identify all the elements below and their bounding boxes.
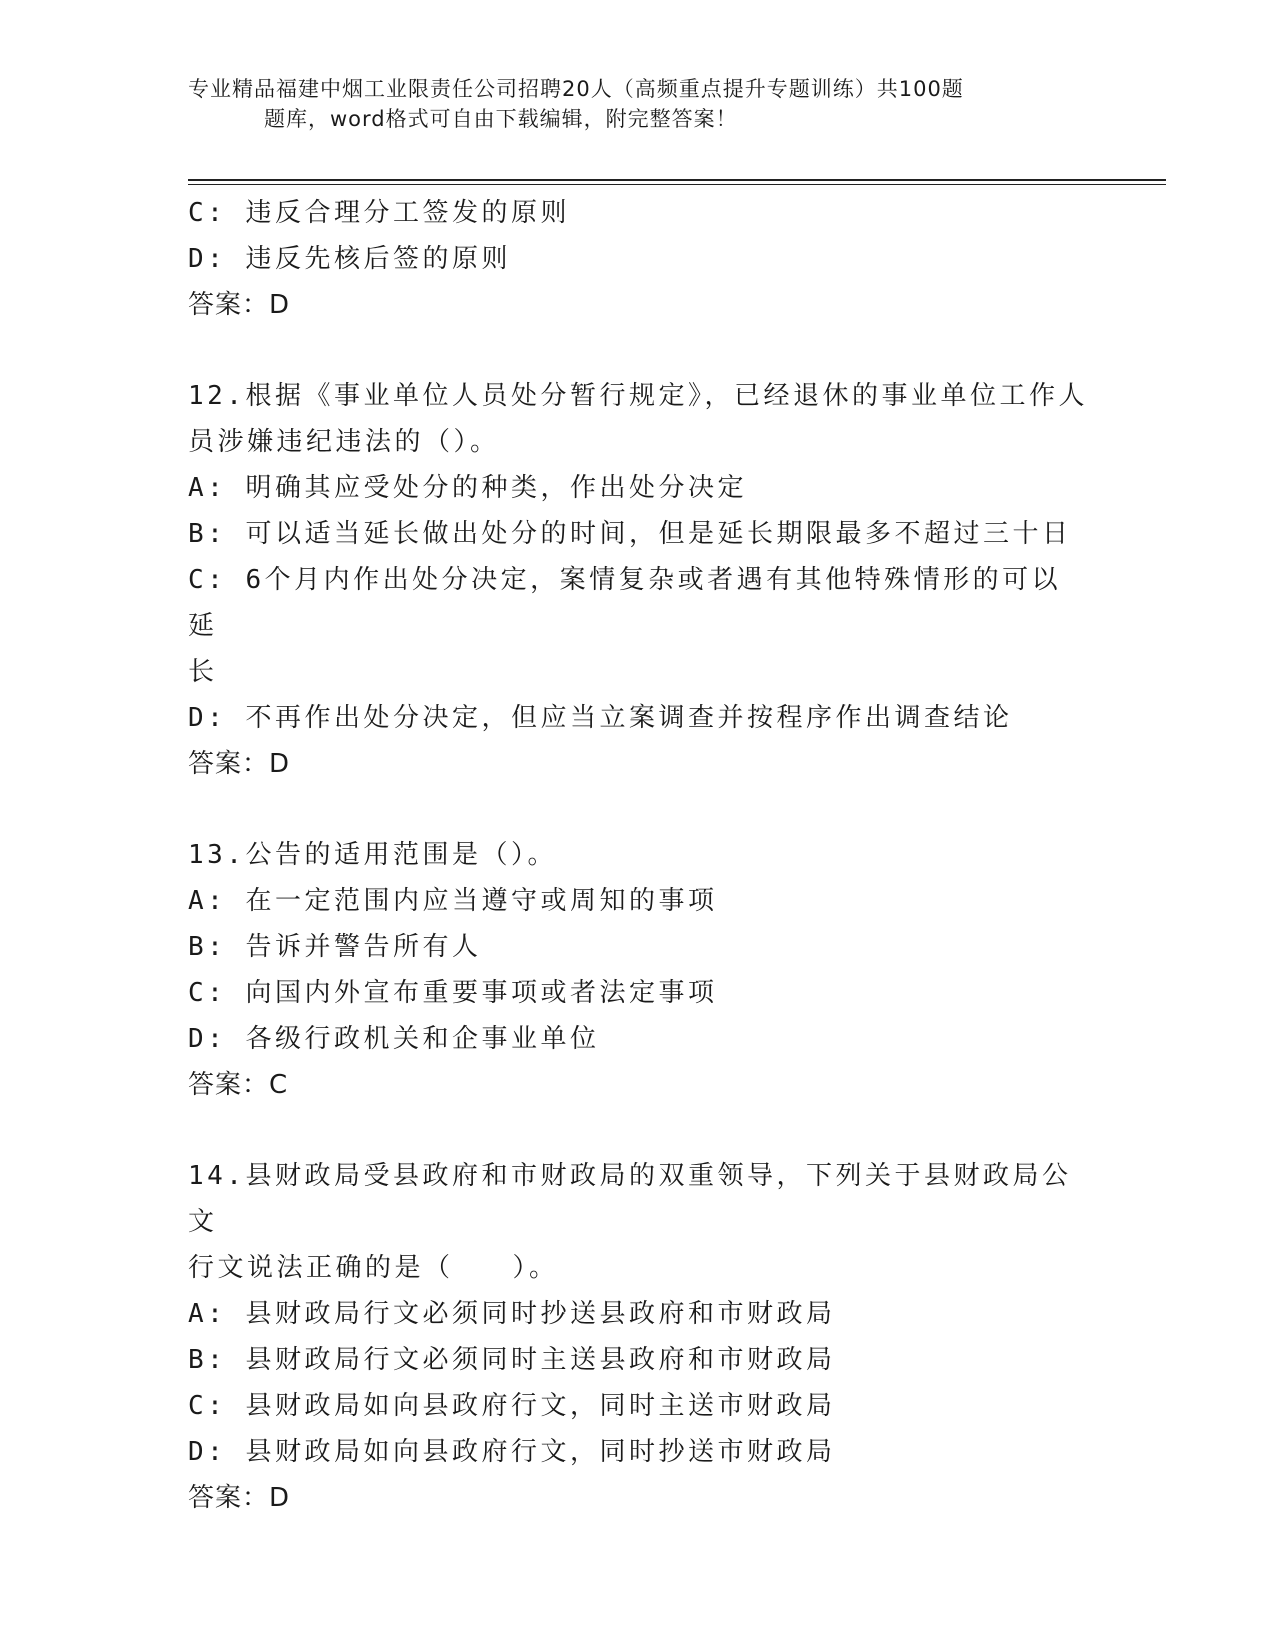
question-content	[188, 190, 1088, 1521]
q14-option-a: A: 县财政局行文必须同时抄送县政府和市财政局	[188, 1299, 836, 1329]
q14-option-c: C: 县财政局如向县政府行文，同时主送市财政局	[188, 1391, 836, 1421]
q12-option-c-line-1: C: 6个月内作出处分决定，案情复杂或者遇有其他特殊情形的可以延	[188, 565, 1062, 641]
header-rule-thick	[188, 179, 1166, 181]
q13-answer: 答案：C	[188, 1070, 289, 1100]
header-rule-thin	[188, 184, 1166, 185]
header-title-line-2: 题库，word格式可自由下载编辑，附完整答案！	[264, 107, 738, 131]
q12-answer: 答案：D	[188, 749, 291, 779]
q14-answer: 答案：D	[188, 1483, 291, 1513]
question-11	[188, 190, 1088, 328]
document-header	[188, 74, 1088, 134]
q12-option-c-line-2: 长	[188, 657, 218, 687]
q13-stem: 13.公告的适用范围是（）。	[188, 840, 557, 870]
question-13	[188, 832, 1088, 1108]
question-12	[188, 373, 1088, 787]
q11-answer: 答案：D	[188, 290, 291, 320]
question-14	[188, 1153, 1088, 1521]
spacer	[188, 328, 1088, 373]
q12-option-b: B: 可以适当延长做出处分的时间，但是延长期限最多不超过三十日	[188, 519, 1072, 549]
q14-stem-line-1: 14.县财政局受县政府和市财政局的双重领导，下列关于县财政局公文	[188, 1161, 1072, 1237]
q11-option-c: C: 违反合理分工签发的原则	[188, 198, 570, 228]
q11-option-d: D: 违反先核后签的原则	[188, 244, 511, 274]
q13-option-c: C: 向国内外宣布重要事项或者法定事项	[188, 978, 718, 1008]
q14-option-b: B: 县财政局行文必须同时主送县政府和市财政局	[188, 1345, 836, 1375]
q14-stem-line-2: 行文说法正确的是（ ）。	[188, 1253, 559, 1283]
q14-option-d: D: 县财政局如向县政府行文，同时抄送市财政局	[188, 1437, 836, 1467]
q12-option-a: A: 明确其应受处分的种类，作出处分决定	[188, 473, 747, 503]
q13-option-d: D: 各级行政机关和企事业单位	[188, 1024, 600, 1054]
q13-option-b: B: 告诉并警告所有人	[188, 932, 482, 962]
q12-option-d: D: 不再作出处分决定，但应当立案调查并按程序作出调查结论	[188, 703, 1013, 733]
header-title-line-1: 专业精品福建中烟工业限责任公司招聘20人（高频重点提升专题训练）共100题	[188, 77, 964, 101]
q13-option-a: A: 在一定范围内应当遵守或周知的事项	[188, 886, 718, 916]
spacer	[188, 787, 1088, 832]
q12-stem-line-1: 12.根据《事业单位人员处分暂行规定》，已经退休的事业单位工作人	[188, 381, 1088, 411]
q12-stem-line-2: 员涉嫌违纪违法的（）。	[188, 427, 500, 457]
spacer	[188, 1108, 1088, 1153]
